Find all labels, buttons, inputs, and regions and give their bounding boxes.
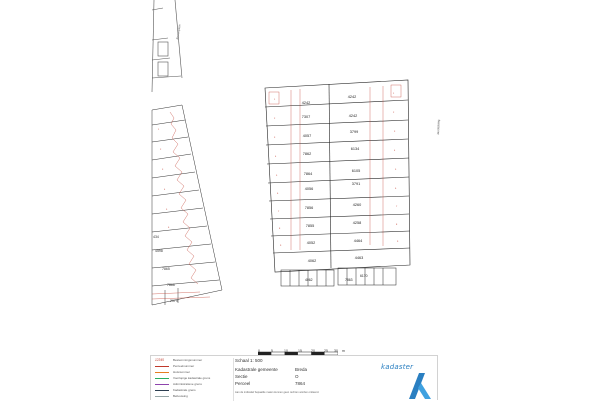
strip-label-3: 7865 bbox=[162, 267, 170, 271]
strip-label-5: 2079 bbox=[170, 299, 178, 303]
scale-tick-label: 30 bbox=[334, 349, 338, 353]
parcel-label: 7862 bbox=[302, 152, 312, 156]
parcel-label: 4242 bbox=[301, 101, 311, 105]
scale-tick-label: 20 bbox=[311, 349, 315, 353]
svg-text:2: 2 bbox=[274, 118, 276, 120]
parcel-label: 4052 bbox=[306, 241, 316, 245]
legend-item: Kadastrale grens bbox=[173, 388, 196, 392]
left-strip-buildings bbox=[152, 112, 210, 299]
svg-text:5: 5 bbox=[276, 175, 278, 177]
legend-sample-number: 12345 bbox=[155, 358, 164, 362]
house-number-markers bbox=[158, 93, 399, 247]
scale-tick-label: 0 bbox=[258, 349, 260, 353]
kadaster-logo-icon bbox=[381, 359, 437, 399]
main-block-outline bbox=[265, 80, 410, 272]
scale-tick-label: 25 bbox=[324, 349, 328, 353]
svg-text:3: 3 bbox=[162, 169, 164, 171]
svg-text:2: 2 bbox=[160, 149, 162, 151]
svg-text:7: 7 bbox=[278, 211, 280, 213]
svg-text:8: 8 bbox=[396, 224, 398, 226]
svg-text:1: 1 bbox=[158, 129, 160, 131]
parcel-label: 3799 bbox=[349, 130, 359, 134]
parcel-label: 3791 bbox=[351, 182, 361, 186]
svg-text:6: 6 bbox=[168, 227, 170, 229]
legend-item: Huisnummer bbox=[173, 370, 191, 374]
logo-text: kadaster bbox=[381, 363, 414, 371]
municipality-value: Breda bbox=[295, 367, 308, 372]
parcel-label: 7864 bbox=[303, 172, 313, 176]
parcel-label: 4242 bbox=[348, 114, 358, 118]
legend-item: Voorlopige kadastrale grens bbox=[173, 376, 211, 380]
street-label-left: Jeroenplein bbox=[175, 24, 182, 41]
section-value: O bbox=[295, 374, 299, 379]
footnote: Aan de indicatief bepaalde maten kunnen geen rechten worden ontleend. bbox=[235, 391, 320, 394]
strip-label-2: 4598 bbox=[155, 249, 163, 253]
strip-label-1: 434 bbox=[153, 235, 159, 239]
parcel-label: 7855 bbox=[305, 224, 315, 228]
parcel-label: 6105 bbox=[351, 169, 361, 173]
parcel-label: 7307 bbox=[301, 115, 311, 119]
parcel-labels-left bbox=[302, 101, 316, 263]
scale-unit: m bbox=[342, 349, 345, 353]
parcel-label: 4056 bbox=[304, 187, 314, 191]
svg-text:4: 4 bbox=[394, 150, 396, 152]
parcel-label: 4260 bbox=[352, 203, 362, 207]
svg-text:5: 5 bbox=[395, 169, 397, 171]
svg-text:2: 2 bbox=[393, 112, 395, 114]
svg-text:3: 3 bbox=[394, 131, 396, 133]
parcel-label: 7856 bbox=[304, 206, 314, 210]
svg-text:6: 6 bbox=[277, 193, 279, 195]
svg-text:9: 9 bbox=[397, 241, 399, 243]
section-label: Sectie bbox=[235, 374, 248, 379]
svg-text:3: 3 bbox=[274, 137, 276, 139]
parcel-label: 7863 bbox=[345, 278, 353, 282]
parcel-label: 4057 bbox=[302, 134, 312, 138]
legend bbox=[153, 358, 234, 401]
parcel-value: 7864 bbox=[295, 381, 306, 386]
main-block-buildings bbox=[269, 85, 401, 250]
svg-text:1: 1 bbox=[393, 93, 395, 95]
parcel-labels-right bbox=[348, 95, 363, 260]
svg-text:7: 7 bbox=[396, 206, 398, 208]
kadaster-logo bbox=[381, 359, 437, 399]
svg-text:5: 5 bbox=[166, 209, 168, 211]
scale-tick-label: 5 bbox=[271, 349, 273, 353]
street-lines-top-left bbox=[152, 0, 182, 92]
bottom-labels bbox=[305, 274, 368, 282]
legend-row bbox=[153, 394, 233, 400]
parcel-label: 6170 bbox=[360, 274, 368, 278]
parcel-label: 4062 bbox=[305, 278, 313, 282]
strip-label-4: 7866 bbox=[167, 283, 175, 287]
svg-text:8: 8 bbox=[279, 228, 281, 230]
scale-text: Schaal 1: 500 bbox=[235, 358, 263, 363]
scale-tick-label: 10 bbox=[284, 349, 288, 353]
svg-text:6: 6 bbox=[395, 188, 397, 190]
parcel-label: Perceel bbox=[235, 381, 251, 386]
legend-item: Bestemmingsnummer bbox=[173, 358, 203, 362]
svg-text:1: 1 bbox=[274, 99, 276, 101]
parcel-label: 4258 bbox=[352, 221, 362, 225]
scale-tick-label: 15 bbox=[298, 349, 302, 353]
legend-item: Administratieve grens bbox=[173, 382, 202, 386]
municipality-label: Kadastrale gemeente bbox=[235, 367, 278, 372]
parcel-label: 4062 bbox=[307, 259, 317, 263]
legend-item: Bebouwing bbox=[173, 394, 188, 398]
left-parcel-strip bbox=[152, 105, 222, 305]
svg-text:9: 9 bbox=[280, 245, 282, 247]
parcel-label: 6134 bbox=[350, 147, 360, 151]
parcel-label: 4464 bbox=[353, 239, 363, 243]
street-label-right: Jacobsteeg bbox=[436, 119, 441, 136]
map-legend-panel bbox=[150, 355, 438, 400]
svg-text:4: 4 bbox=[164, 189, 166, 191]
parcel-label: 4242 bbox=[347, 95, 357, 99]
legend-item: Perceelnummer bbox=[173, 364, 195, 368]
parcel-label: 4463 bbox=[354, 256, 364, 260]
svg-text:4: 4 bbox=[275, 156, 277, 158]
